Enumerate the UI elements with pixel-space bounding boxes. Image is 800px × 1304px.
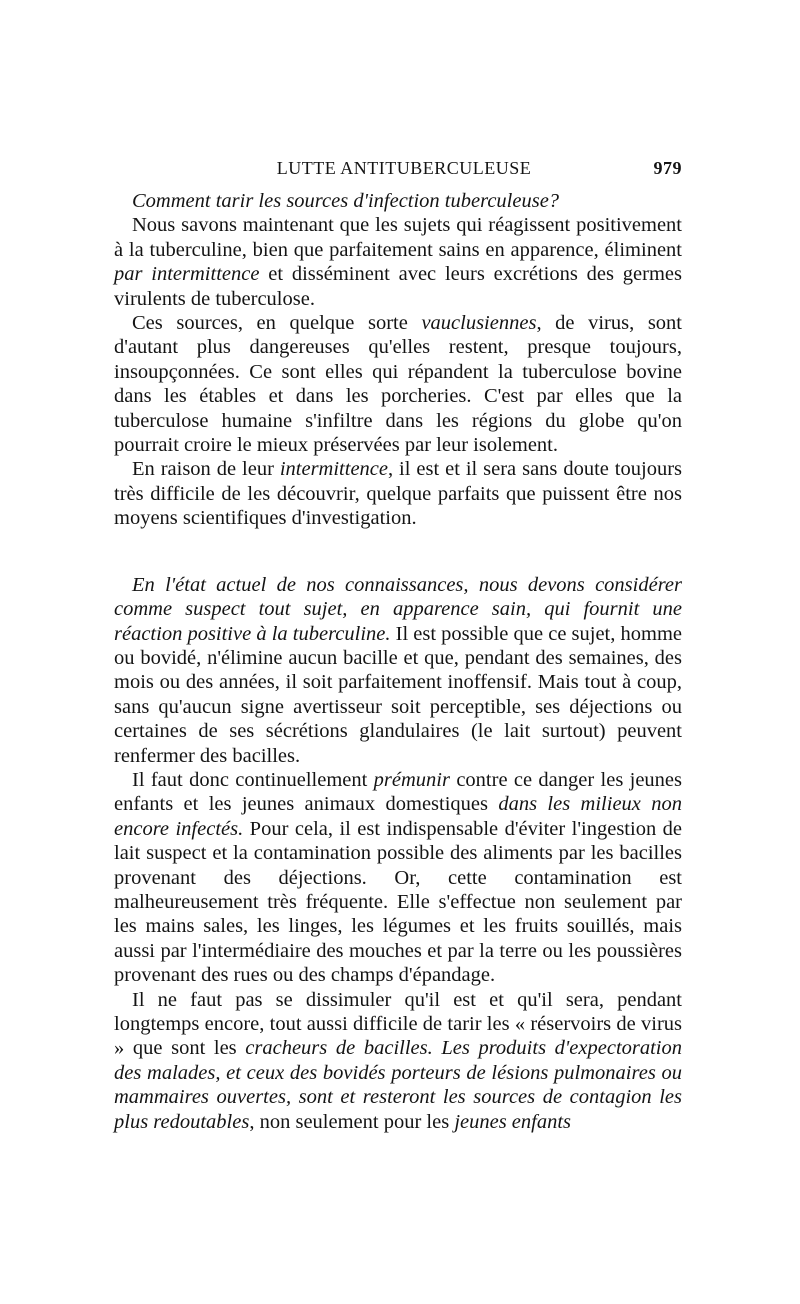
paragraph-1: Nous savons maintenant que les sujets qui réagissent positivement à la tuberculine, bien que parfaitement sains en apparence, éliminent par intermittence et disséminent avec leurs excrétions des germes virulents de tuberculose.	[114, 214, 682, 310]
section-break	[114, 531, 682, 573]
paragraph-2: Ces sources, en quelque sorte vauclusiennes, de virus, sont d'autant plus dangereuses qu'elles restent, presque toujours, insoupçonnées. Ce sont elles qui répandent la tuberculose bovine dans les étables et dans les porcheries. C'est par elles que la tuberculose humaine s'infiltre dans les régions du globe qu'on pourrait croire le mieux préservées par leur isolement.	[114, 312, 682, 457]
paragraph-3: En raison de leur intermittence, il est et il sera sans doute toujours très difficile de les découvrir, quelque parfaits que puissent être nos moyens scientifiques d'investigation.	[114, 458, 682, 530]
page-number: 979	[653, 158, 682, 178]
running-title: LUTTE ANTITUBERCULEUSE	[276, 158, 532, 178]
paragraph-6: Il ne faut pas se dissimuler qu'il est et qu'il sera, pendant longtemps encore, tout aussi difficile de tarir les « réservoirs de virus » que sont les cracheurs de bacilles. Les produits d'expectoration des malades, et ceux des bovidés porteurs de lésions pulmonaires ou mammaires ouvertes, sont et resteront les sources de contagion les plus redoutables, non seulement pour les jeunes enfants	[114, 988, 683, 1133]
paragraph-5: Il faut donc continuellement prémunir contre ce danger les jeunes enfants et les jeunes animaux domestiques dans les milieux non encore infectés. Pour cela, il est indispensable d'éviter l'ingestion de lait suspect et la contamination possible des aliments par les bacilles provenant des déjections. Or, cette contamination est malheureusement très fréquente. Elle s'effectue non seulement par les mains sales, les linges, les légumes et les fruits souillés, mais aussi par l'intermédiaire des mouches et par la terre ou les poussières provenant des rues ou des champs d'épandage.	[114, 768, 683, 987]
section-heading: Comment tarir les sources d'infection tuberculeuse?	[132, 190, 560, 212]
page-header	[114, 152, 682, 180]
paragraph-4: En l'état actuel de nos connaissances, nous devons considérer comme suspect tout sujet, en apparence sain, qui fournit une réaction positive à la tuberculine. Il est possible que ce sujet, homme ou bovidé, n'élimine aucun bacille et que, pendant des semaines, des mois ou des années, il soit parfaitement inoffensif. Mais tout à coup, sans qu'aucun signe avertisseur soit perceptible, ses déjections ou certaines de ses sécrétions glandulaires (le lait surtout) peuvent renfermer des bacilles.	[114, 573, 682, 767]
body-text	[114, 189, 682, 1134]
